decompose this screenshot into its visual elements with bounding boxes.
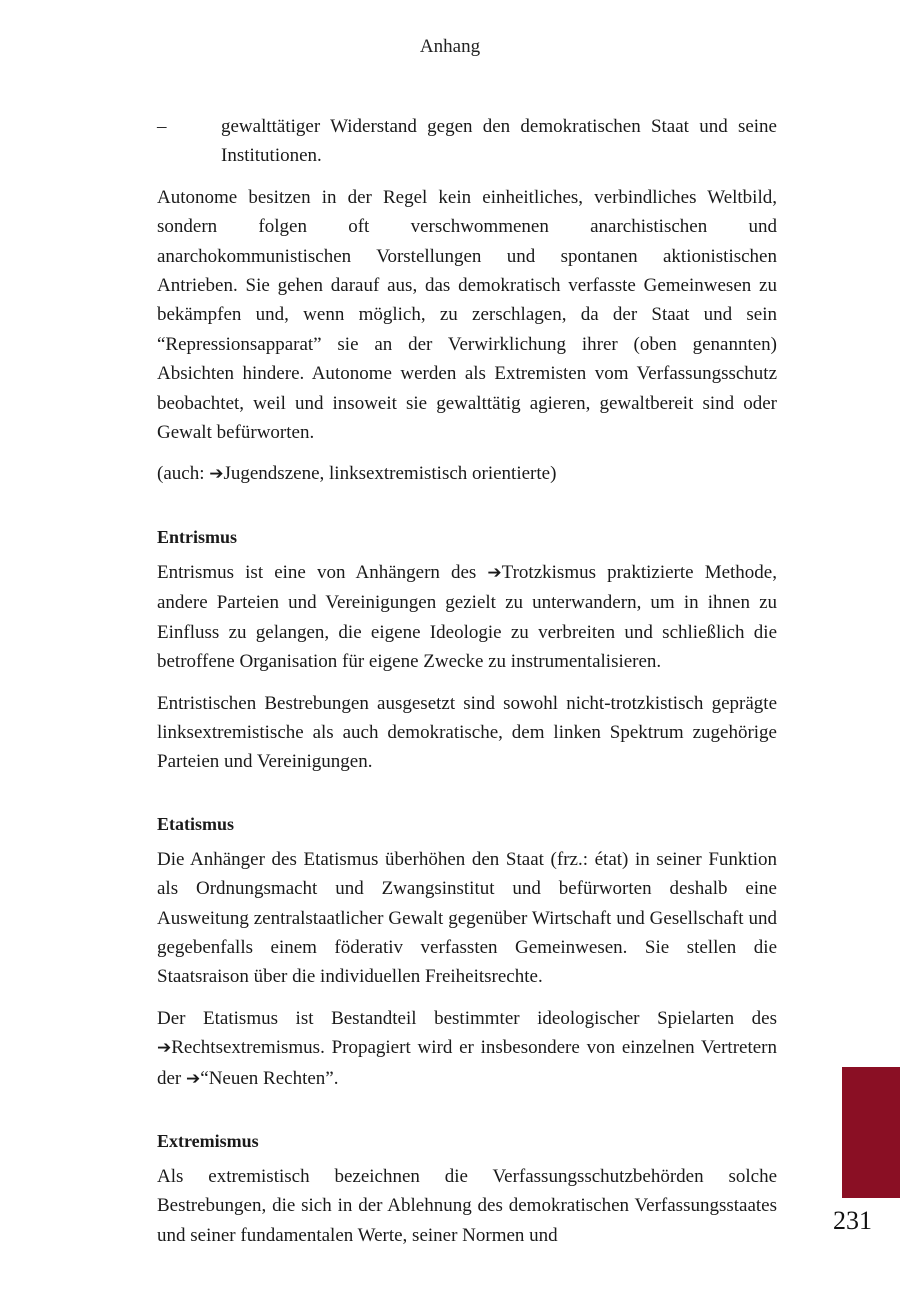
entry-heading-entrismus: Entrismus — [157, 526, 238, 547]
etatismus-paragraph-2 — [157, 1004, 777, 1094]
page-body — [157, 112, 777, 1262]
reference-link-neue-rechte[interactable]: “Neuen Rechten” — [200, 1067, 334, 1089]
arrow-right-icon: ➔ — [186, 1068, 201, 1089]
arrow-right-icon: ➔ — [487, 562, 502, 583]
etatismus-paragraph-1: Die Anhänger des Etatismus überhöhen den Staat (frz.: état) in seiner Funktion als Ordnungsmacht und Zwangsinstitut und befürworten deshalb eine Ausweitung zentralstaatlicher Gewalt gegenüber Wirtschaft und Gesellschaft und gegebenfalls einem föderativ verfassten Gemeinwesen. Sie stellen die Staatsraison über die individuellen Freiheitsrechte. — [157, 848, 777, 988]
reference-prefix: (auch: — [157, 463, 210, 485]
text-segment: Entrismus ist eine von Anhängern des — [157, 561, 488, 583]
entrismus-paragraph-2: Entristischen Bestrebungen ausgesetzt sind sowohl nicht-trotzkistisch geprägte linksextremistische als auch demokratische, dem linken Spektrum zugehörige Parteien und Vereinigungen. — [157, 692, 777, 773]
entry-heading-extremismus: Extremismus — [157, 1130, 259, 1151]
chapter-tab-marker — [842, 1067, 900, 1198]
reference-link-rechtsextremismus[interactable]: Rechtsextremismus — [171, 1037, 321, 1059]
reference-link-jugendszene[interactable]: Jugendszene, linksextremistisch orientierte) — [223, 463, 557, 485]
entrismus-paragraph-1 — [157, 558, 777, 677]
entry-heading-etatismus: Etatismus — [157, 813, 235, 834]
autonome-reference — [157, 459, 777, 489]
reference-link-trotzkismus[interactable]: Trotzkismus — [501, 561, 596, 583]
text-segment: praktizierte Methode, andere Parteien und Vereinigungen gezielt zu unterwandern, um in ihnen zu Einfluss zu gelangen, die eigene Ideologie zu verbreiten und schließlich die betroffene Organisation für eigene Zwecke zu instrumentalisieren. — [157, 561, 777, 673]
arrow-right-icon: ➔ — [209, 464, 224, 485]
text-segment: Der Etatismus ist Bestandteil bestimmter ideologischer Spielarten des — [157, 1007, 777, 1029]
page-number: 231 — [833, 1206, 872, 1235]
list-item-text: gewalttätiger Widerstand gegen den demokratischen Staat und seine Institutionen. — [221, 116, 777, 167]
list-item — [157, 112, 777, 171]
dash-marker: – — [157, 116, 167, 137]
text-segment: . — [333, 1067, 339, 1089]
extremismus-paragraph-1: Als extremistisch bezeichnen die Verfassungsschutzbehörden solche Bestrebungen, die sich in der Ablehnung des demokratischen Verfassungsstaates und seiner fundamentalen Werte, seiner Normen und — [157, 1165, 777, 1246]
autonome-paragraph: Autonome besitzen in der Regel kein einheitliches, verbindliches Weltbild, sondern folgen oft verschwommenen anarchistischen und anarchokommunistischen Vorstellungen und spontanen aktionistischen Antrieben. Sie gehen darauf aus, das demokratisch verfasste Gemeinwesen zu bekämpfen und, wenn möglich, zu zerschlagen, da der Staat und sein “Repressionsapparat” sie an der Verwirklichung ihrer (oben genannten) Absichten hindere. Autonome werden als Extremisten vom Verfassungsschutz beobachtet, weil und insoweit sie gewalttätig agieren, gewaltbereit sind oder Gewalt befürworten. — [157, 186, 777, 444]
arrow-right-icon: ➔ — [157, 1038, 172, 1059]
text-segment: . Propagiert wird er insbesondere von einzelnen Vertretern der — [157, 1037, 777, 1089]
running-title: Anhang — [419, 36, 481, 57]
